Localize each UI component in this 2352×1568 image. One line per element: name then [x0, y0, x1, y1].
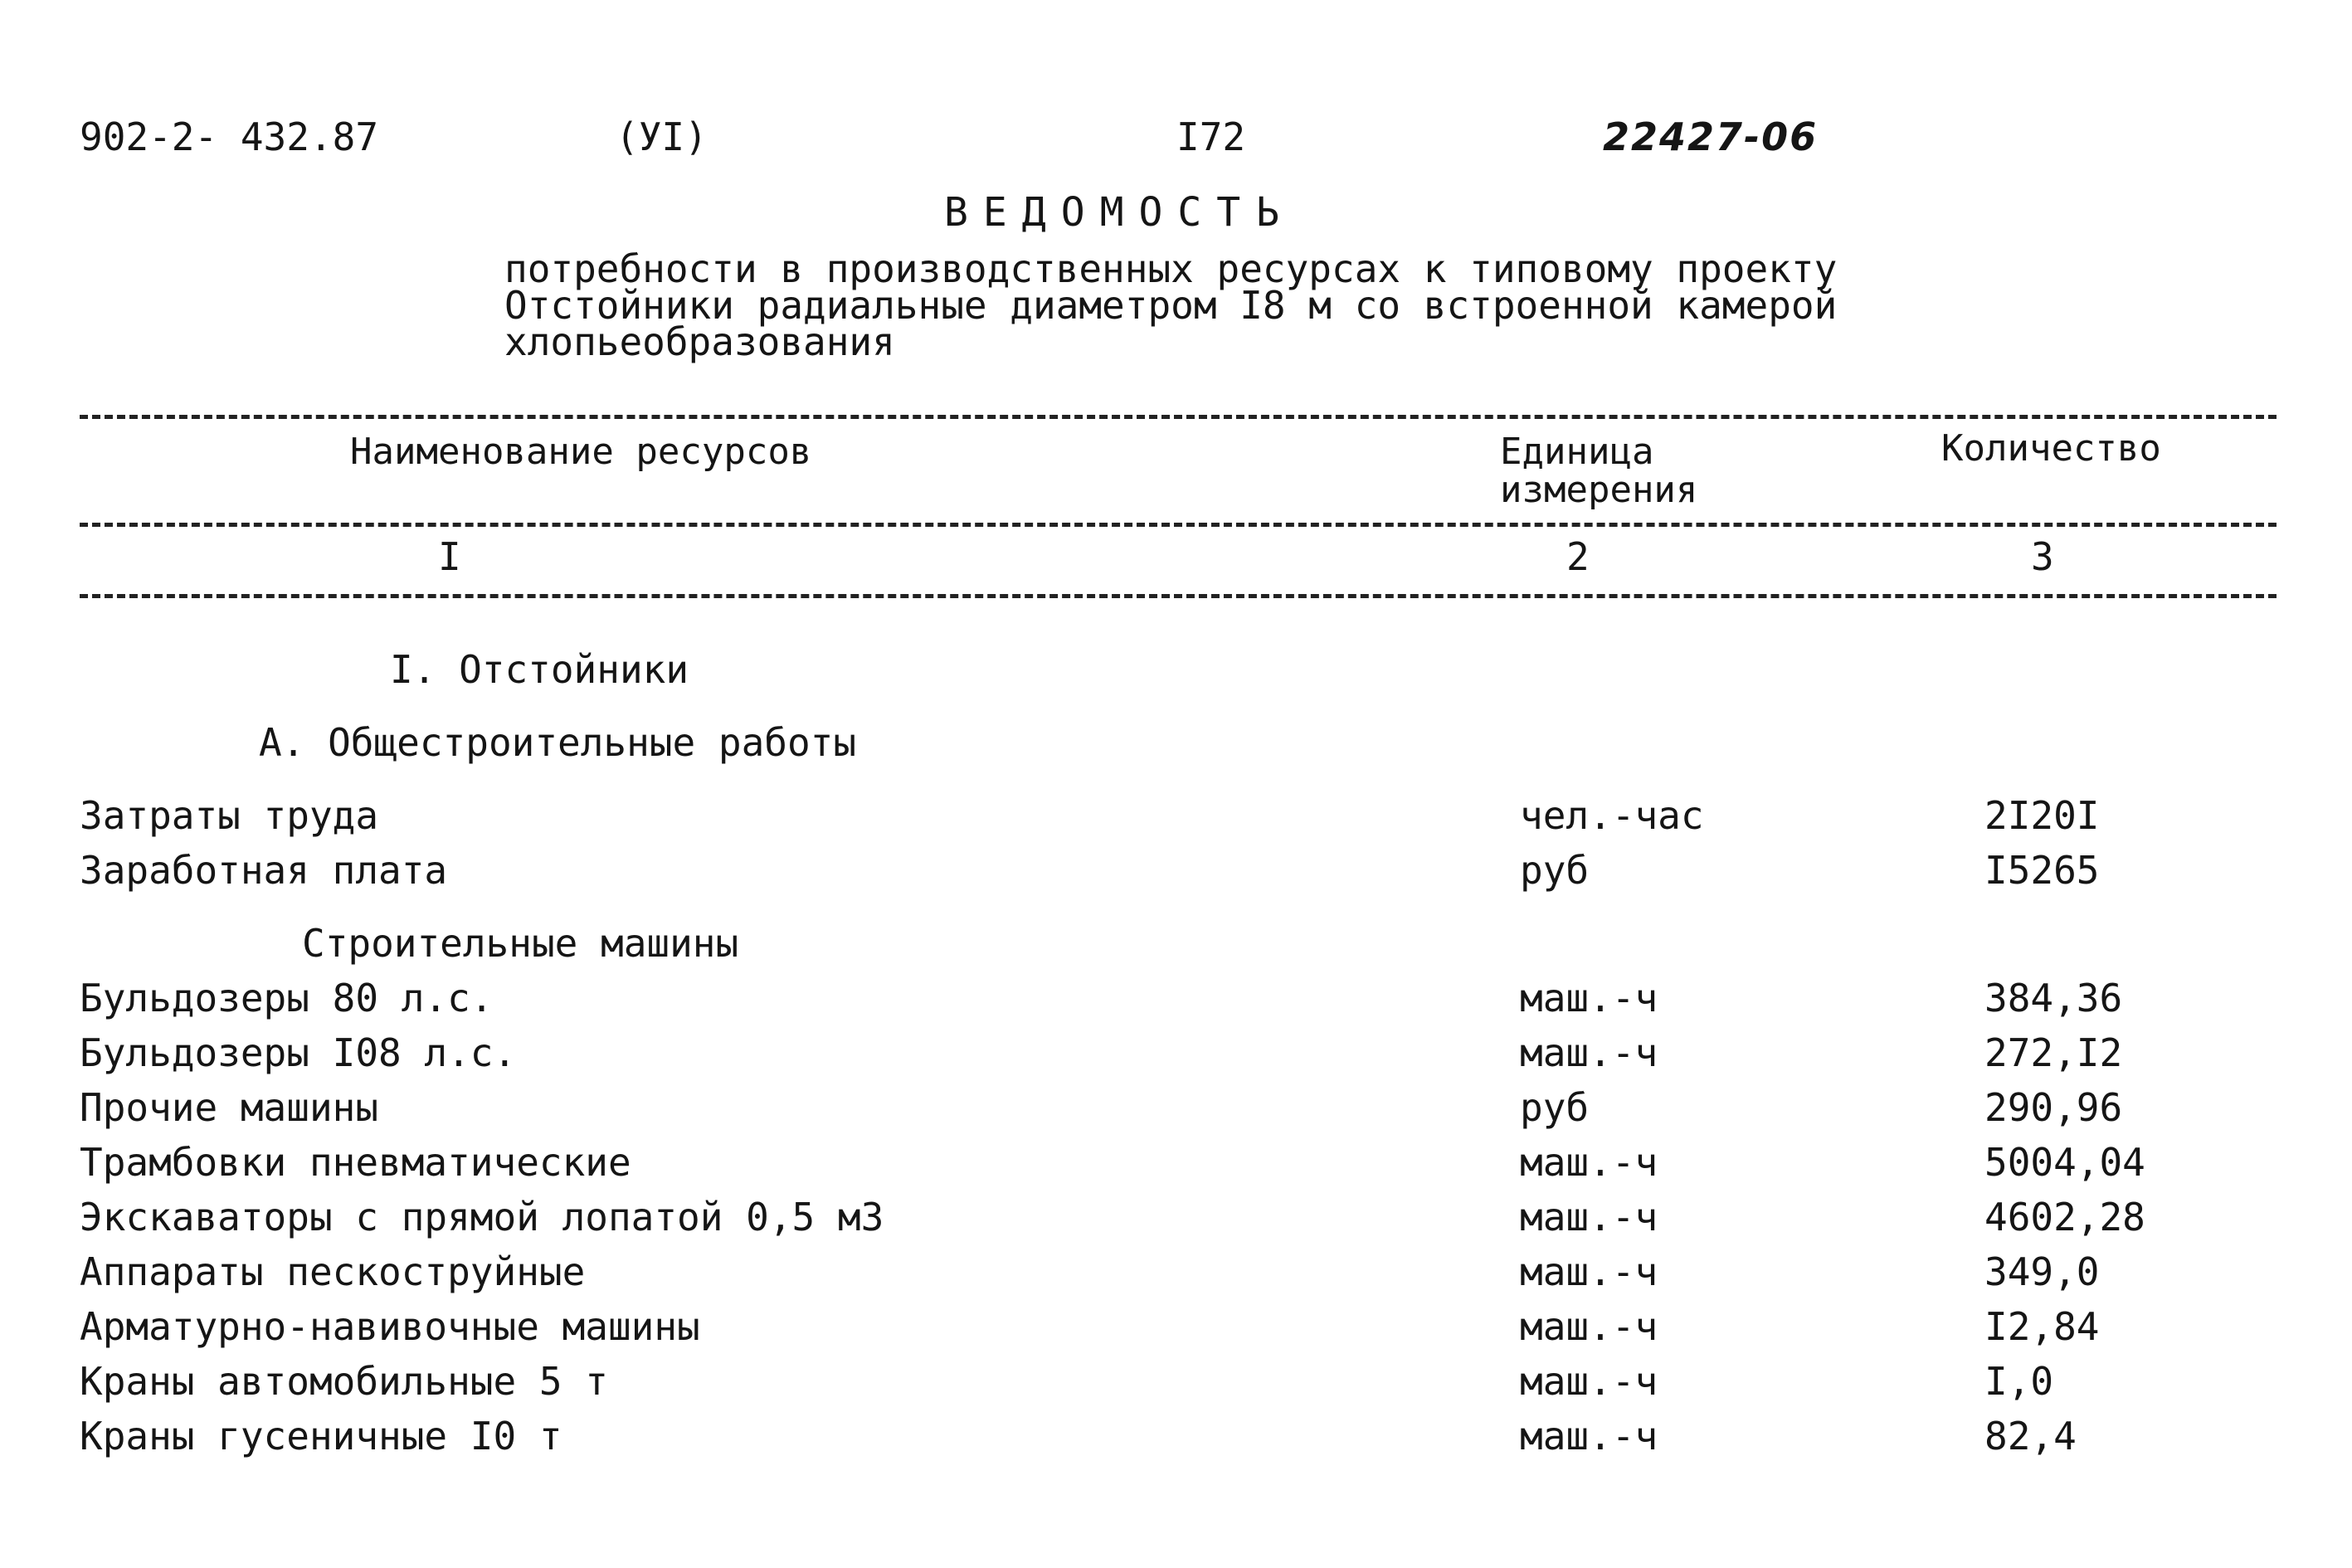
table-row-unit: руб — [1520, 1085, 1590, 1130]
table-row-unit: руб — [1520, 848, 1590, 893]
column-header-unit-line-1: Единица — [1500, 431, 1654, 473]
table-row-unit: маш.-ч — [1520, 1359, 1658, 1404]
table-row-unit: маш.-ч — [1520, 1249, 1658, 1294]
subtitle-line-1: потребности в производственных ресурсах к типовому проекту — [504, 246, 1838, 291]
table-row-unit: маш.-ч — [1520, 1304, 1658, 1349]
table-row-name: Трамбовки пневматические — [80, 1140, 631, 1185]
table-row-name: Краны гусеничные I0 т — [80, 1414, 562, 1458]
column-header-unit-line-2: измерения — [1500, 469, 1698, 511]
table-row-quantity: 82,4 — [1984, 1414, 2077, 1458]
table-row-name: Краны автомобильные 5 т — [80, 1359, 608, 1404]
column-number-1: I — [438, 534, 461, 579]
table-row-quantity: I2,84 — [1984, 1304, 2100, 1349]
column-header-quantity: Количество — [1941, 427, 2161, 470]
table-numbers-rule — [80, 594, 2277, 598]
subsection-heading: А. Общестроительные работы — [259, 720, 857, 765]
table-row-unit: маш.-ч — [1520, 1140, 1658, 1185]
table-top-rule — [80, 415, 2277, 419]
page-number: I72 — [1176, 114, 1246, 159]
table-row-quantity: 2I20I — [1984, 793, 2100, 838]
table-row-unit: чел.-час — [1520, 793, 1704, 838]
table-row-name: Прочие машины — [80, 1085, 379, 1130]
column-number-3: 3 — [2031, 534, 2054, 579]
table-row-unit: маш.-ч — [1520, 1195, 1658, 1239]
table-row-unit: маш.-ч — [1520, 1030, 1658, 1075]
table-row-quantity: 272,I2 — [1984, 1030, 2123, 1075]
table-row-name: Аппараты пескоструйные — [80, 1249, 586, 1294]
column-number-2: 2 — [1566, 534, 1590, 579]
document-code: 902-2- 432.87 — [80, 114, 379, 159]
table-row-name: Арматурно-навивочные машины — [80, 1304, 700, 1349]
column-header-name: Наименование ресурсов — [350, 431, 812, 473]
document-title: ВЕДОМОСТЬ — [944, 189, 1295, 236]
table-row-name: Затраты труда — [80, 793, 379, 838]
table-row-name: Бульдозеры 80 л.с. — [80, 976, 494, 1020]
table-row-quantity: 349,0 — [1984, 1249, 2100, 1294]
subtitle-line-3: хлопьеобразования — [504, 319, 895, 364]
table-row-quantity: 5004,04 — [1984, 1140, 2145, 1185]
inventory-number: 22427-06 — [1603, 114, 1819, 159]
table-row-quantity: 290,96 — [1984, 1085, 2123, 1130]
album-number: (УI) — [616, 114, 708, 159]
table-row-quantity: I5265 — [1984, 848, 2100, 893]
section-heading: I. Отстойники — [390, 647, 689, 692]
table-row-unit: маш.-ч — [1520, 1414, 1658, 1458]
table-row-quantity: 4602,28 — [1984, 1195, 2145, 1239]
table-row-name: Бульдозеры I08 л.с. — [80, 1030, 517, 1075]
table-row-name: Экскаваторы с прямой лопатой 0,5 м3 — [80, 1195, 884, 1239]
table-header-rule — [80, 523, 2277, 527]
subtitle-line-2: Отстойники радиальные диаметром I8 м со встроенной камерой — [504, 283, 1838, 328]
table-row-quantity: I,0 — [1984, 1359, 2054, 1404]
table-row-quantity: 384,36 — [1984, 976, 2123, 1020]
table-row-unit: маш.-ч — [1520, 976, 1658, 1020]
machines-heading: Строительные машины — [302, 921, 739, 966]
table-row-name: Заработная плата — [80, 848, 448, 893]
